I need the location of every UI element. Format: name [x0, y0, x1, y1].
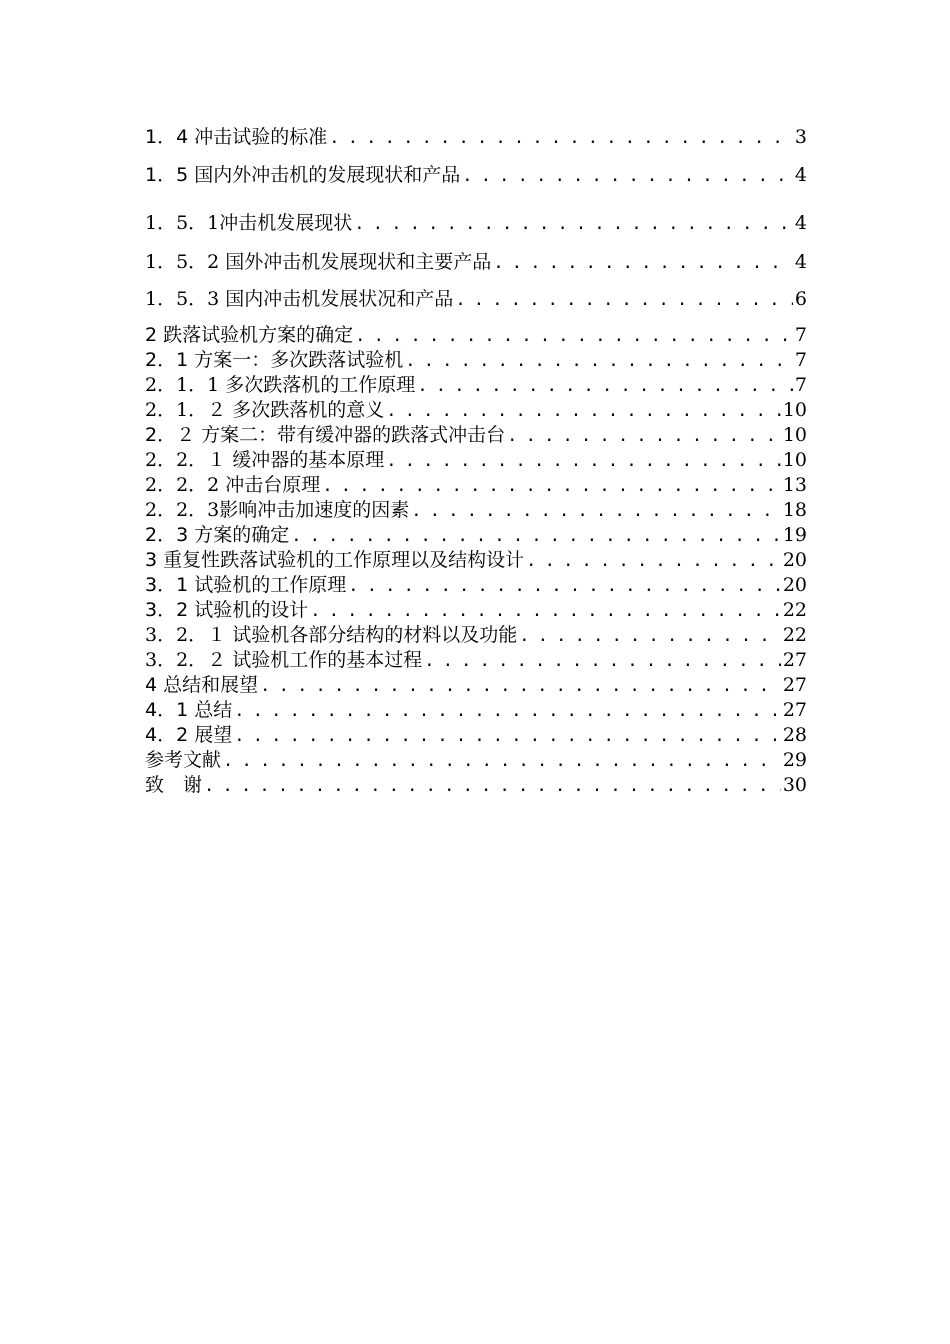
dot-leader	[354, 212, 793, 236]
dot-leader	[507, 424, 781, 448]
toc-entry-title: 2．2．１ 缓冲器的基本原理	[145, 449, 385, 471]
toc-entry	[145, 523, 807, 548]
toc-entry-title: 1．5．3 国内冲击机发展状况和产品	[145, 288, 454, 310]
toc-entry	[145, 323, 807, 348]
toc-entry	[145, 623, 807, 648]
dot-leader	[223, 749, 781, 773]
dot-leader	[348, 574, 781, 598]
toc-entry-page: 6	[794, 288, 807, 310]
toc-entry	[145, 250, 807, 275]
toc-entry	[145, 125, 807, 150]
toc-entry-title: 1．4 冲击试验的标准	[145, 126, 328, 148]
toc-entry-page: 4	[794, 164, 807, 186]
toc-entry-page: 7	[794, 324, 807, 346]
toc-entry-title: 3 重复性跌落试验机的工作原理以及结构设计	[145, 549, 525, 571]
toc-entry-page: 29	[782, 749, 807, 771]
toc-entry-page: 27	[782, 649, 807, 671]
toc-entry	[145, 398, 807, 423]
dot-leader	[204, 774, 781, 798]
toc-entry-page: 27	[782, 699, 807, 721]
toc-entry-title: 2．1 方案一：多次跌落试验机	[145, 349, 404, 371]
dot-leader	[424, 649, 781, 673]
toc-entry-page: 10	[782, 449, 807, 471]
toc-entry-title: 致 谢	[145, 774, 203, 796]
toc-entry	[145, 348, 807, 373]
dot-leader	[462, 164, 793, 188]
dot-leader	[519, 624, 781, 648]
toc-entry-page: 27	[782, 674, 807, 696]
toc-entry-page: 3	[794, 126, 807, 148]
toc-entry	[145, 373, 807, 398]
toc-entry-title: 3．1 试验机的工作原理	[145, 574, 347, 596]
toc-entry-page: 22	[782, 599, 807, 621]
toc-entry-title: 1．5．1冲击机发展现状	[145, 212, 353, 234]
toc-entry	[145, 648, 807, 673]
toc-entry	[145, 163, 807, 188]
toc-entry-page: 22	[782, 624, 807, 646]
toc-entry	[145, 598, 807, 623]
toc-entry	[145, 448, 807, 473]
toc-entry-title: 参考文献	[145, 749, 222, 771]
dot-leader	[455, 288, 793, 312]
toc-entry-title: 1．5．2 国外冲击机发展现状和主要产品	[145, 251, 492, 273]
dot-leader	[526, 549, 781, 573]
toc-entry-title: 3．2．１ 试验机各部分结构的材料以及功能	[145, 624, 518, 646]
toc-entry-page: 18	[782, 499, 807, 521]
toc-entry-title: 3．2 试验机的设计	[145, 599, 309, 621]
toc-entry-title: 2．1．1 多次跌落机的工作原理	[145, 374, 416, 396]
dot-leader	[405, 349, 793, 373]
toc-entry-page: 20	[782, 549, 807, 571]
toc-entry-title: 4．1 总结	[145, 699, 233, 721]
dot-leader	[355, 324, 793, 348]
toc-entry	[145, 211, 807, 236]
toc-entry-page: 20	[782, 574, 807, 596]
dot-leader	[234, 724, 781, 748]
dot-leader	[310, 599, 781, 623]
toc-entry-page: 10	[782, 424, 807, 446]
toc-entry-page: 28	[782, 724, 807, 746]
toc-entry-title: 2．2．2 冲击台原理	[145, 474, 321, 496]
toc-entry	[145, 698, 807, 723]
toc-entry	[145, 548, 807, 573]
dot-leader	[322, 474, 781, 498]
toc-entry	[145, 498, 807, 523]
toc-entry	[145, 673, 807, 698]
toc-entry	[145, 423, 807, 448]
toc-entry-title: 2 跌落试验机方案的确定	[145, 324, 354, 346]
toc-entry-page: 19	[782, 524, 807, 546]
toc-entry-page: 30	[782, 774, 807, 796]
toc-entry-title: 2．2．3影响冲击加速度的因素	[145, 499, 410, 521]
dot-leader	[234, 699, 781, 723]
dot-leader	[329, 126, 793, 150]
toc-entry-title: 2．２ 方案二：带有缓冲器的跌落式冲击台	[145, 424, 506, 446]
toc-entry-title: 2．1．２ 多次跌落机的意义	[145, 399, 385, 421]
dot-leader	[291, 524, 781, 548]
toc-entry-page: 4	[794, 251, 807, 273]
toc-entry	[145, 748, 807, 773]
toc-entry-title: 2．3 方案的确定	[145, 524, 290, 546]
toc-entry-page: 7	[794, 349, 807, 371]
toc-entry	[145, 473, 807, 498]
toc-entry-page: 4	[794, 212, 807, 234]
dot-leader	[386, 399, 781, 423]
toc-entry-title: 4．2 展望	[145, 724, 233, 746]
dot-leader	[386, 449, 781, 473]
toc-entry-page: 7	[794, 374, 807, 396]
toc-entry-title: 1．5 国内外冲击机的发展现状和产品	[145, 164, 461, 186]
dot-leader	[260, 674, 781, 698]
toc-entry-page: 13	[782, 474, 807, 496]
toc-entry	[145, 773, 807, 798]
toc-entry	[145, 723, 807, 748]
dot-leader	[417, 374, 793, 398]
toc-entry-page: 10	[782, 399, 807, 421]
dot-leader	[493, 251, 793, 275]
toc-entry	[145, 287, 807, 312]
dot-leader	[411, 499, 781, 523]
toc-entry-title: 4 总结和展望	[145, 674, 259, 696]
toc-entry	[145, 573, 807, 598]
toc-entry-title: 3．2．２ 试验机工作的基本过程	[145, 649, 423, 671]
